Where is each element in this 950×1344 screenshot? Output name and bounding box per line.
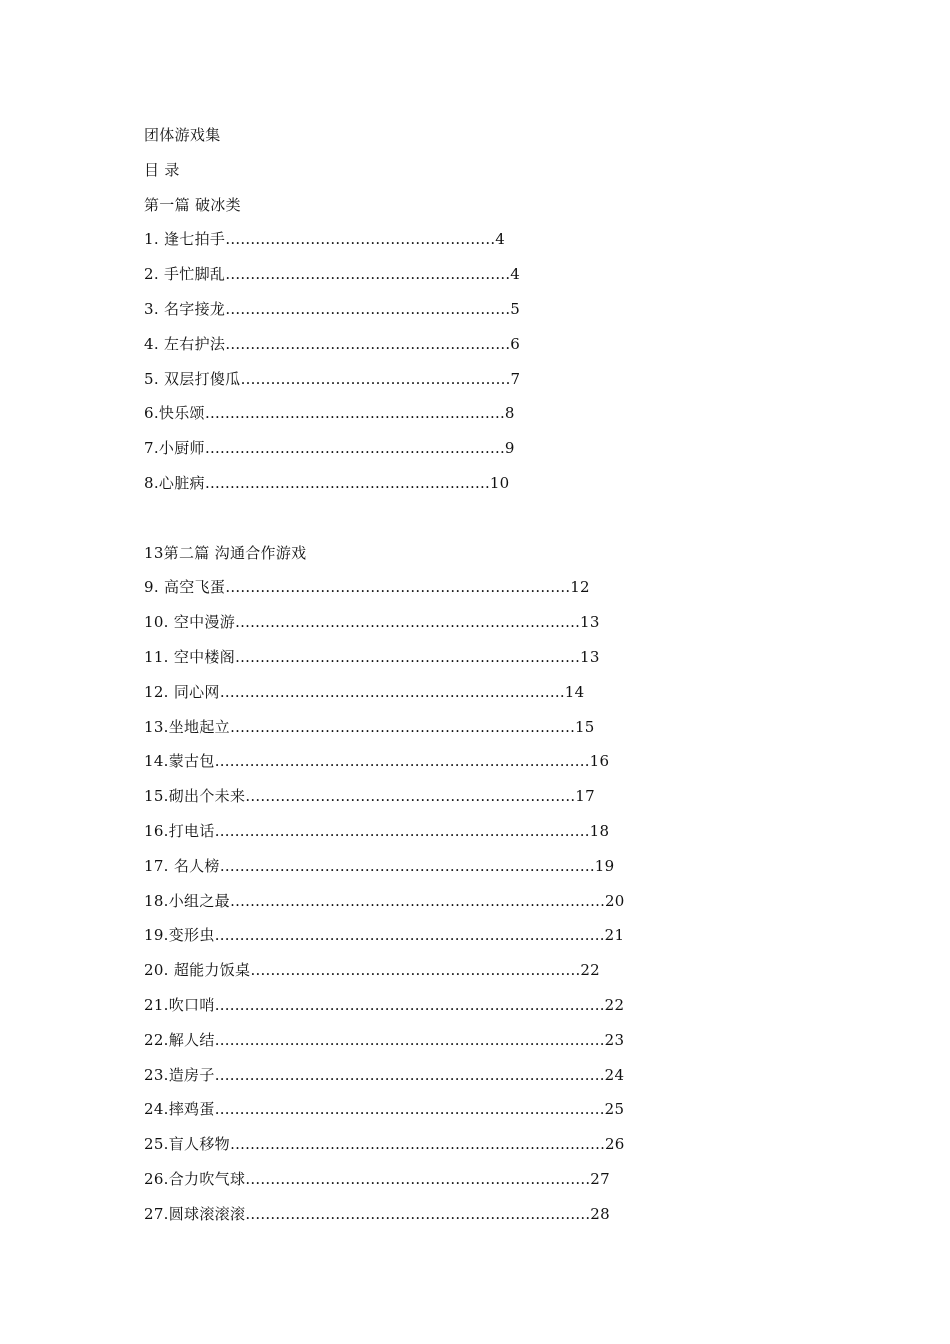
toc-page-number: 4 (495, 230, 506, 249)
toc-entry (144, 1197, 844, 1232)
toc-leader-dots: …………………………………………………………………… (214, 995, 605, 1014)
toc-entry-label: 8.心脏病 (144, 473, 205, 492)
toc-entry-label: 18.小组之最 (144, 891, 230, 910)
toc-leader-dots: ………………………………………………………………… (214, 821, 590, 840)
toc-leader-dots: …………………………………………………………………… (214, 1100, 605, 1119)
toc-leader-dots: ………………………………………………… (225, 299, 511, 318)
toc-page-number: 7 (510, 369, 521, 388)
toc-leader-dots: ……………………………………………… (240, 369, 511, 388)
toc-list (144, 222, 844, 500)
toc-page-number: 28 (590, 1204, 610, 1223)
toc-entry (144, 605, 844, 640)
toc-page-number: 27 (590, 1169, 610, 1188)
toc-leader-dots: …………………………………………………………… (219, 682, 565, 701)
toc-leader-dots: ………………………………………………… (225, 334, 511, 353)
toc-entry-label: 9. 高空飞蛋 (144, 578, 226, 597)
toc-entry-label: 2. 手忙脚乱 (144, 265, 226, 284)
toc-section-2 (144, 536, 844, 1232)
toc-entry (144, 988, 844, 1023)
toc-page-number: 21 (604, 926, 625, 945)
toc-entry (144, 1092, 844, 1127)
toc-entry-label: 23.造房子 (144, 1065, 215, 1084)
toc-entry (144, 953, 844, 988)
document-title: 团体游戏集 (144, 126, 221, 144)
toc-entry-label: 24.摔鸡蛋 (144, 1100, 215, 1119)
toc-list (144, 570, 844, 1231)
toc-page-number: 22 (580, 961, 601, 980)
toc-page-number: 8 (504, 404, 515, 423)
toc-entry (144, 222, 844, 257)
toc-heading: 目 录 (144, 160, 180, 179)
toc-entry (144, 1023, 844, 1058)
toc-leader-dots: ……………………………………………… (225, 230, 496, 249)
toc-page-number: 16 (589, 752, 610, 771)
toc-leader-dots: ………………………………………………………… (250, 961, 581, 980)
toc-entry (144, 675, 844, 710)
toc-entry-label: 25.盲人移物 (144, 1135, 230, 1154)
toc-entry-label: 10. 空中漫游 (144, 613, 236, 632)
toc-entry-label: 7.小厨师 (144, 439, 205, 458)
toc-entry-label: 6.快乐颂 (144, 404, 205, 423)
toc-page-number: 25 (604, 1100, 625, 1119)
toc-entry (144, 849, 844, 884)
toc-entry-label: 4. 左右护法 (144, 334, 226, 353)
toc-entry (144, 744, 844, 779)
toc-page-number: 23 (604, 1030, 625, 1049)
toc-entry (144, 1162, 844, 1197)
toc-entry (144, 257, 844, 292)
toc-entry (144, 814, 844, 849)
toc-entry-label: 19.变形虫 (144, 926, 215, 945)
toc-leader-dots: …………………………………………………… (204, 439, 505, 458)
toc-page-number: 22 (604, 995, 625, 1014)
toc-leader-dots: …………………………………………………… (204, 404, 505, 423)
toc-leader-dots: …………………………………………………………… (235, 613, 581, 632)
toc-entry (144, 570, 844, 605)
toc-page-number: 5 (510, 299, 521, 318)
toc-leader-dots: ………………………………………………………………… (229, 1135, 605, 1154)
toc-entry-label: 14.蒙古包 (144, 752, 215, 771)
toc-entry (144, 918, 844, 953)
toc-page-number: 15 (574, 717, 595, 736)
toc-entry-label: 5. 双层打傻瓜 (144, 369, 241, 388)
blank-line (144, 501, 844, 536)
toc-entry (144, 396, 844, 431)
toc-section-1 (144, 188, 844, 501)
toc-entry (144, 327, 844, 362)
toc-entry (144, 431, 844, 466)
toc-leader-dots: …………………………………………………………… (225, 578, 571, 597)
toc-page-number: 26 (604, 1135, 625, 1154)
toc-entry-label: 13.坐地起立 (144, 717, 230, 736)
toc-page-number: 12 (570, 578, 590, 597)
toc-entry-label: 27.圆球滚滚滚 (144, 1204, 246, 1223)
toc-leader-dots: ………………………………………………… (225, 265, 511, 284)
toc-leader-dots: …………………………………………………………… (245, 1169, 591, 1188)
section-heading: 13第二篇 沟通合作游戏 (144, 543, 307, 562)
toc-entry (144, 779, 844, 814)
toc-entry-label: 11. 空中楼阁 (144, 647, 236, 666)
toc-leader-dots: …………………………………………………………………… (214, 926, 605, 945)
toc-page-number: 17 (575, 787, 595, 806)
toc-leader-dots: ………………………………………………………………… (214, 752, 590, 771)
toc-page-number: 9 (504, 439, 515, 458)
toc-entry-label: 26.合力吹气球 (144, 1169, 246, 1188)
toc-leader-dots: …………………………………………………………………… (214, 1065, 605, 1084)
toc-entry (144, 640, 844, 675)
toc-page-number: 20 (604, 891, 625, 910)
toc-entry-label: 17. 名人榜 (144, 856, 220, 875)
toc-page-number: 19 (594, 856, 615, 875)
toc-leader-dots: ………………………………………………………………… (219, 856, 595, 875)
toc-page-number: 6 (510, 334, 521, 353)
toc-entry (144, 884, 844, 919)
toc-page-number: 18 (589, 821, 610, 840)
toc-entry-label: 16.打电话 (144, 821, 215, 840)
toc-page-number: 10 (489, 473, 510, 492)
toc-leader-dots: ………………………………………………………… (245, 787, 576, 806)
toc-entry-label: 20. 超能力饭桌 (144, 961, 251, 980)
toc-entry (144, 1127, 844, 1162)
toc-entry-label: 15.砌出个未来 (144, 787, 246, 806)
toc-leader-dots: ………………………………………………………………… (229, 891, 605, 910)
toc-leader-dots: …………………………………………………………… (235, 647, 581, 666)
toc-page-number: 13 (580, 647, 600, 666)
toc-leader-dots: …………………………………………………………… (245, 1204, 591, 1223)
toc-entry-label: 12. 同心网 (144, 682, 220, 701)
toc-entry-label: 1. 逢七拍手 (144, 230, 226, 249)
toc-entry (144, 362, 844, 397)
toc-entry-label: 3. 名字接龙 (144, 299, 226, 318)
toc-entry (144, 292, 844, 327)
toc-entry (144, 1058, 844, 1093)
toc-entry (144, 710, 844, 745)
document-page (144, 118, 844, 1232)
toc-leader-dots: …………………………………………………………… (229, 717, 575, 736)
toc-page-number: 14 (564, 682, 585, 701)
section-heading: 第一篇 破冰类 (144, 195, 241, 214)
toc-entry-label: 21.吹口哨 (144, 995, 215, 1014)
toc-page-number: 4 (510, 265, 521, 284)
toc-entry-label: 22.解人结 (144, 1030, 215, 1049)
toc-page-number: 24 (604, 1065, 625, 1084)
toc-page-number: 13 (580, 613, 600, 632)
toc-leader-dots: …………………………………………………………………… (214, 1030, 605, 1049)
toc-leader-dots: ………………………………………………… (204, 473, 490, 492)
toc-entry (144, 466, 844, 501)
